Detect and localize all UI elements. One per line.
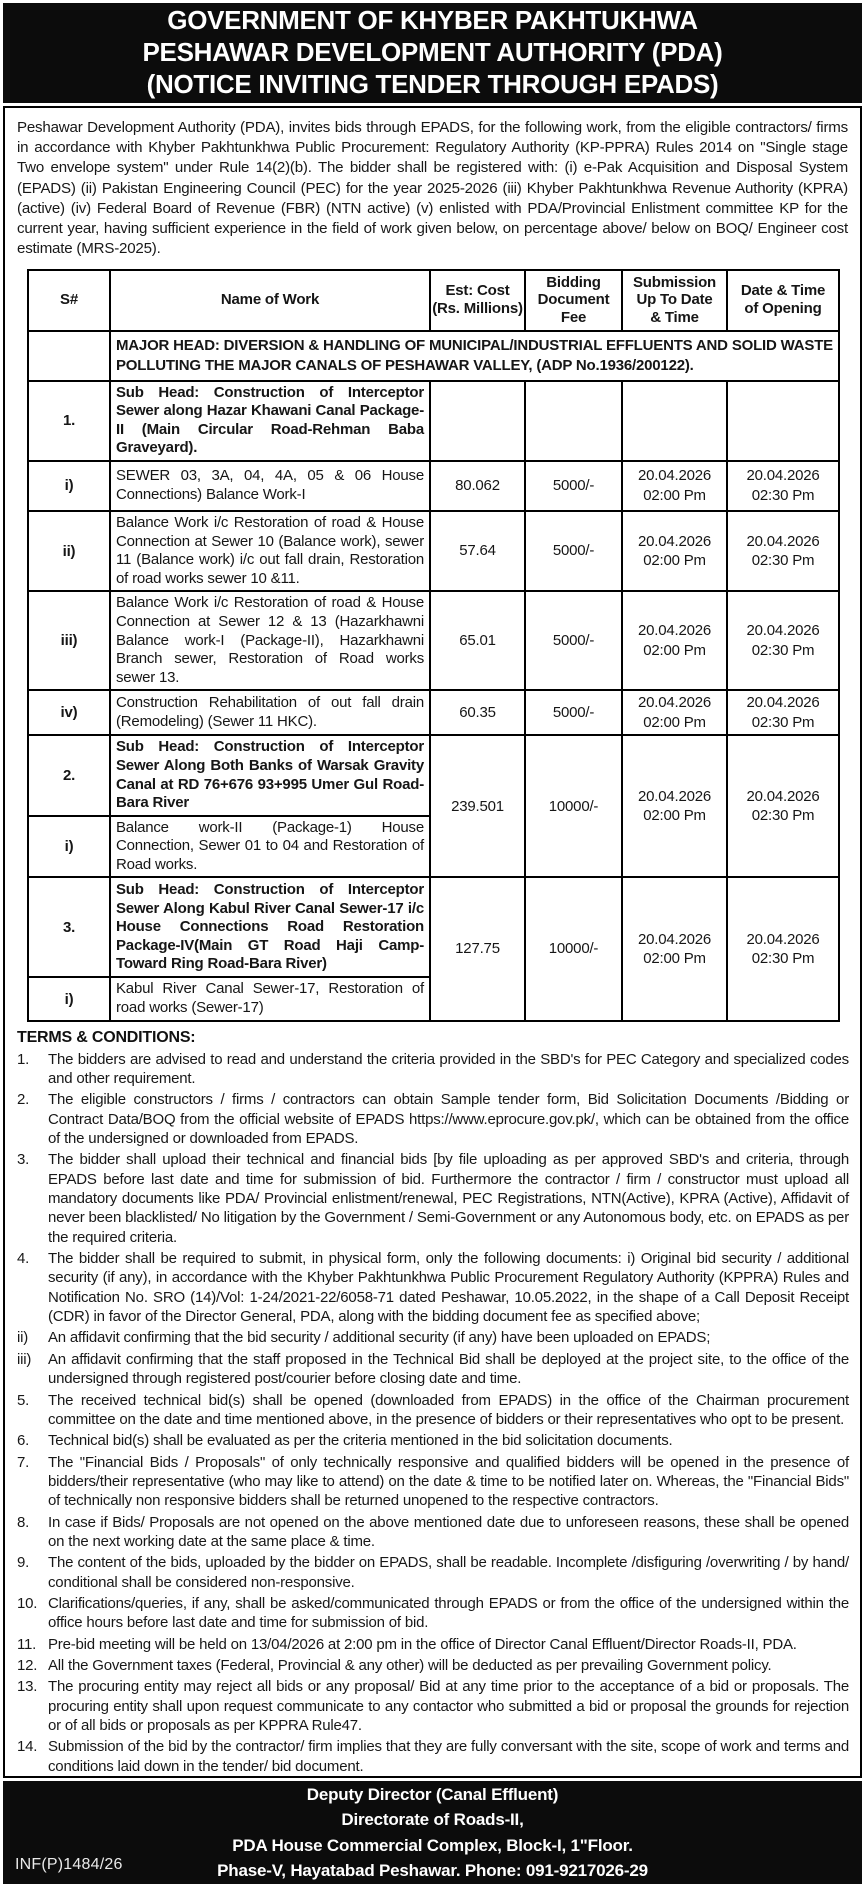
row-name: Sub Head: Construction of Interceptor Sewer Along Both Banks of Warsak Gravity Canal at RD 76+676 93+995 Umer Gul Road-Bara River — [110, 735, 430, 815]
masthead-title-line: PESHAWAR DEVELOPMENT AUTHORITY (PDA) — [142, 37, 723, 68]
row-submission: 20.04.2026 02:00 Pm — [622, 511, 727, 591]
term-number: 8. — [17, 1513, 30, 1531]
term-number: 2. — [17, 1091, 30, 1109]
term-number: 14. — [17, 1738, 38, 1756]
row-name: Balance work-II (Package-1) House Connection, Sewer 01 to 04 and Restoration of Road works. — [110, 816, 430, 878]
row-serial — [28, 331, 110, 381]
table-row — [28, 591, 839, 690]
term-text: The content of the bids, uploaded by the bidder on EPADS, shall be readable. Incomplete /disfiguring /overwriting / by hand/ conditional shall be considered non-responsive. — [48, 1554, 849, 1591]
column-header-fee: Bidding Document Fee — [525, 270, 622, 331]
table-row — [28, 381, 839, 461]
term-text: The procuring entity may reject all bids or any proposal/ Bid at any time prior to the acceptance of a bid or proposals. The procuring entity shall upon request communicate to any contactor who submitted a bid or proposal the grounds for rejection or of all bids or proposals as per KPPRA Rule47. — [48, 1678, 849, 1734]
term-text: An affidavit confirming that the bid security / additional security (if any) have been uploaded on EPADS; — [48, 1329, 711, 1347]
term-text: The bidder shall be required to submit, in physical form, only the following documents: i) Original bid security / additional security (if any), in accordance with the Khyber Pakhtunkhwa Public Procurement Regulatory Authority (KPPRA) Rules and Notification No. SRO (14)/Vol: 1-24/2021-22/6058-71 dated Peshawar, 10.05.2022, in the shape of a Call Deposit Receipt (CDR) in favor of the Director General, PDA, along with the bidding document fee as specified above; — [48, 1250, 849, 1326]
row-name: Sub Head: Construction of Interceptor Sewer Along Kabul River Canal Sewer-17 i/c House Connections Road Restoration Package-IV(Main GT Road Haji Camp-Toward Ring Road-Bara River) — [110, 877, 430, 977]
term-number: 10. — [17, 1594, 38, 1612]
term-text: Clarifications/queries, if any, shall be asked/communicated through EPADS or from the office of the undersigned within the office hours before last date and time for submission of bid. — [48, 1594, 849, 1632]
term-text: The "Financial Bids / Proposals" of only technically responsive and qualified bidders will be opened in the presence of bidders/their representative (who may like to attend) on the date & time to be notified later on. Whereas, the "Financial Bids" of technically non responsive bidders shall be returned unopened to the respective contractors. — [48, 1453, 849, 1510]
row-serial: 1. — [28, 381, 110, 461]
row-serial: iv) — [28, 690, 110, 735]
row-submission: 20.04.2026 02:00 Pm — [622, 591, 727, 690]
terms-heading: TERMS & CONDITIONS: — [17, 1028, 196, 1046]
column-header-cost: Est: Cost (Rs. Millions) — [430, 270, 525, 331]
row-opening: 20.04.2026 02:30 Pm — [727, 461, 839, 511]
table-row — [28, 735, 839, 815]
term-number: 11. — [17, 1635, 37, 1653]
term-item — [17, 1553, 849, 1592]
term-number: 13. — [17, 1678, 38, 1696]
table-row — [28, 877, 839, 977]
term-item — [17, 1328, 849, 1347]
row-opening: 20.04.2026 02:30 Pm — [727, 735, 839, 877]
term-number: 4. — [17, 1250, 30, 1268]
term-item — [17, 1594, 849, 1633]
footer-line: Directorate of Roads-II, — [341, 1810, 524, 1829]
footer-line: PDA House Commercial Complex, Block-I, 1"Floor. — [232, 1835, 633, 1855]
term-item — [17, 1150, 849, 1247]
column-header-opening: Date & Time of Opening — [727, 270, 839, 331]
major-head-row — [28, 331, 839, 381]
row-opening: 20.04.2026 02:30 Pm — [727, 877, 839, 1020]
term-text: All the Government taxes (Federal, Provincial & any other) will be deducted as per prevailing Government policy. — [48, 1656, 772, 1674]
term-text: Technical bid(s) shall be evaluated as per the criteria mentioned in the bid solicitation documents. — [48, 1432, 673, 1450]
row-submission: 20.04.2026 02:00 Pm — [622, 877, 727, 1020]
row-serial: 3. — [28, 877, 110, 977]
term-text: The bidders are advised to read and understand the criteria provided in the SBD's for PEC Category and specialized codes and other requirement. — [48, 1050, 849, 1087]
term-text: In case if Bids/ Proposals are not opened on the above mentioned date due to unforeseen reasons, these shall be opened on the next working date at the same place & time. — [48, 1513, 849, 1550]
table-row — [28, 690, 839, 735]
footer-line: Phase-V, Hayatabad Peshawar. Phone: 091-9217026-29 — [217, 1861, 648, 1880]
term-item — [17, 1090, 849, 1148]
term-item — [17, 1656, 849, 1675]
footer — [3, 1781, 862, 1884]
term-number: iii) — [17, 1350, 32, 1368]
column-header-submission: Submission Up To Date & Time — [622, 270, 727, 331]
masthead — [3, 3, 862, 103]
term-item — [17, 1050, 849, 1089]
row-submission: 20.04.2026 02:00 Pm — [622, 690, 727, 735]
row-submission — [622, 381, 727, 461]
row-serial: i) — [28, 816, 110, 878]
row-fee: 5000/- — [525, 690, 622, 735]
row-fee — [525, 381, 622, 461]
row-serial: iii) — [28, 591, 110, 690]
term-item — [17, 1635, 849, 1654]
row-fee: 5000/- — [525, 591, 622, 690]
term-number: 9. — [17, 1554, 30, 1572]
row-cost: 57.64 — [430, 511, 525, 591]
row-name: Sub Head: Construction of Interceptor Sewer along Hazar Khawani Canal Package-II (Main Circular Road-Rehman Baba Graveyard). — [110, 381, 430, 461]
term-number: 6. — [17, 1432, 30, 1450]
term-number: 12. — [17, 1656, 38, 1674]
term-item — [17, 1677, 849, 1735]
row-name: Balance Work i/c Restoration of road & House Connection at Sewer 12 & 13 (Hazarkhawni Balance work-I (Package-II), Hazarkhawni Branch sewer, Restoration of Road works sewer 13. — [110, 591, 430, 690]
term-text: The bidder shall upload their technical and financial bids [by file uploading as per approved SBD's and criteria, through EPADS before last date and time for submission of bid. Furthermore the contractor / firm / constructor must upload all mandatory documents like PDA/ Provincial enlistment/renewal, PEC Registrations, NTN(Active), KPRA (Active), Affidavit of never been blacklisted/ No litigation by the Government / Semi-Government or any Autonomous body, etc. on EPADS as per the required criteria. — [48, 1151, 849, 1246]
tender-table — [27, 269, 840, 1022]
term-number: ii) — [17, 1329, 29, 1347]
row-submission: 20.04.2026 02:00 Pm — [622, 735, 727, 877]
row-opening — [727, 381, 839, 461]
term-item — [17, 1350, 849, 1389]
row-serial: i) — [28, 461, 110, 511]
row-fee: 5000/- — [525, 511, 622, 591]
row-name: Construction Rehabilitation of out fall drain (Remodeling) (Sewer 11 HKC). — [110, 690, 430, 735]
term-item — [17, 1453, 849, 1511]
table-header-row — [28, 270, 839, 331]
table-row — [28, 461, 839, 511]
term-text: Pre-bid meeting will be held on 13/04/2026 at 2:00 pm in the office of Director Canal Effluent/Director Roads-II, PDA. — [48, 1635, 797, 1653]
row-cost: 80.062 — [430, 461, 525, 511]
row-serial: i) — [28, 977, 110, 1020]
row-opening: 20.04.2026 02:30 Pm — [727, 511, 839, 591]
term-number: 1. — [17, 1050, 30, 1068]
term-number: 3. — [17, 1151, 30, 1169]
row-opening: 20.04.2026 02:30 Pm — [727, 690, 839, 735]
column-header-name: Name of Work — [110, 270, 430, 331]
masthead-title-line: GOVERNMENT OF KHYBER PAKHTUKHWA — [167, 5, 698, 36]
row-fee: 10000/- — [525, 735, 622, 877]
intro-paragraph: Peshawar Development Authority (PDA), invites bids through EPADS, for the following work, from the eligible contractors/ firms in accordance with Khyber Pakhtunkhwa Public Procurement: Regulatory Authority (KP-PPRA) Rules 2014 on "Single stage Two envelope system" under Rule 14(2)(b). The bidder shall be registered with: (i) e-Pak Acquisition and Disposal System (EPADS) (ii) Pakistan Engineering Council (PEC) for the year 2025-2026 (iii) Khyber Pakhtunkhwa Revenue Authority (KPRA) (active) (iv) Federal Board of Revenue (FBR) (NTN active) (v) enlisted with PDA/Provincial Enlistment committee KP for the current year, having sufficient experience in the field of work given below, on percentage above/ below on BOQ/ Engineer cost estimate (MRS-2025). — [17, 119, 848, 258]
term-item — [17, 1737, 849, 1776]
table-row — [28, 511, 839, 591]
row-serial: 2. — [28, 735, 110, 815]
term-number: 7. — [17, 1453, 30, 1471]
term-item — [17, 1513, 849, 1552]
row-fee: 10000/- — [525, 877, 622, 1020]
row-cost: 65.01 — [430, 591, 525, 690]
footer-ref: INF(P)1484/26 — [15, 1856, 123, 1873]
term-item — [17, 1249, 849, 1326]
term-text: Submission of the bid by the contractor/ firm implies that they are fully conversant with the site, scope of work and terms and conditions laid down in the tender/ bid document. — [48, 1738, 849, 1775]
footer-line: Deputy Director (Canal Effluent) — [306, 1784, 559, 1804]
row-opening: 20.04.2026 02:30 Pm — [727, 591, 839, 690]
term-number: 5. — [17, 1391, 30, 1409]
row-cost: 60.35 — [430, 690, 525, 735]
row-name: Kabul River Canal Sewer-17, Restoration of road works (Sewer-17) — [110, 977, 430, 1020]
term-text: The eligible constructors / firms / contractors can obtain Sample tender form, Bid Solicitation Documents /Bidding or Contract Data/BOQ from the official website of EPADS https://www.eprocure.gov.pk/, which can be obtained from the office of the undersigned or downloaded from EPADS. — [48, 1091, 849, 1148]
row-fee: 5000/- — [525, 461, 622, 511]
term-item — [17, 1431, 849, 1450]
masthead-title-line: (NOTICE INVITING TENDER THROUGH EPADS) — [146, 68, 719, 99]
row-serial: ii) — [28, 511, 110, 591]
column-header-sn: S# — [28, 270, 110, 331]
term-item — [17, 1391, 849, 1430]
row-cost: 127.75 — [430, 877, 525, 1020]
row-submission: 20.04.2026 02:00 Pm — [622, 461, 727, 511]
row-cost — [430, 381, 525, 461]
term-text: The received technical bid(s) shall be opened (downloaded from EPADS) in the office of the Chairman procurement committee on the date and time mentioned above, in the presence of bidders or their representatives who opt to be present. — [48, 1391, 849, 1428]
row-name: Balance Work i/c Restoration of road & House Connection at Sewer 10 (Balance work), sewer 11 (Balance work) i/c out fall drain, Restoration of road works sewer 10 &11. — [110, 511, 430, 591]
major-head-text: MAJOR HEAD: DIVERSION & HANDLING OF MUNICIPAL/INDUSTRIAL EFFLUENTS AND SOLID WASTE POLLUTING THE MAJOR CANALS OF PESHAWAR VALLEY, (ADP No.1936/200122). — [110, 331, 839, 381]
terms-list — [16, 1050, 849, 1778]
notice-body — [3, 106, 862, 1778]
row-name: SEWER 03, 3A, 04, 4A, 05 & 06 House Connections) Balance Work-I — [110, 461, 430, 511]
term-text: An affidavit confirming that the staff proposed in the Technical Bid shall be deployed at the project site, to the office of the undersigned through registered post/courier before closing date and time. — [48, 1350, 849, 1388]
row-cost: 239.501 — [430, 735, 525, 877]
